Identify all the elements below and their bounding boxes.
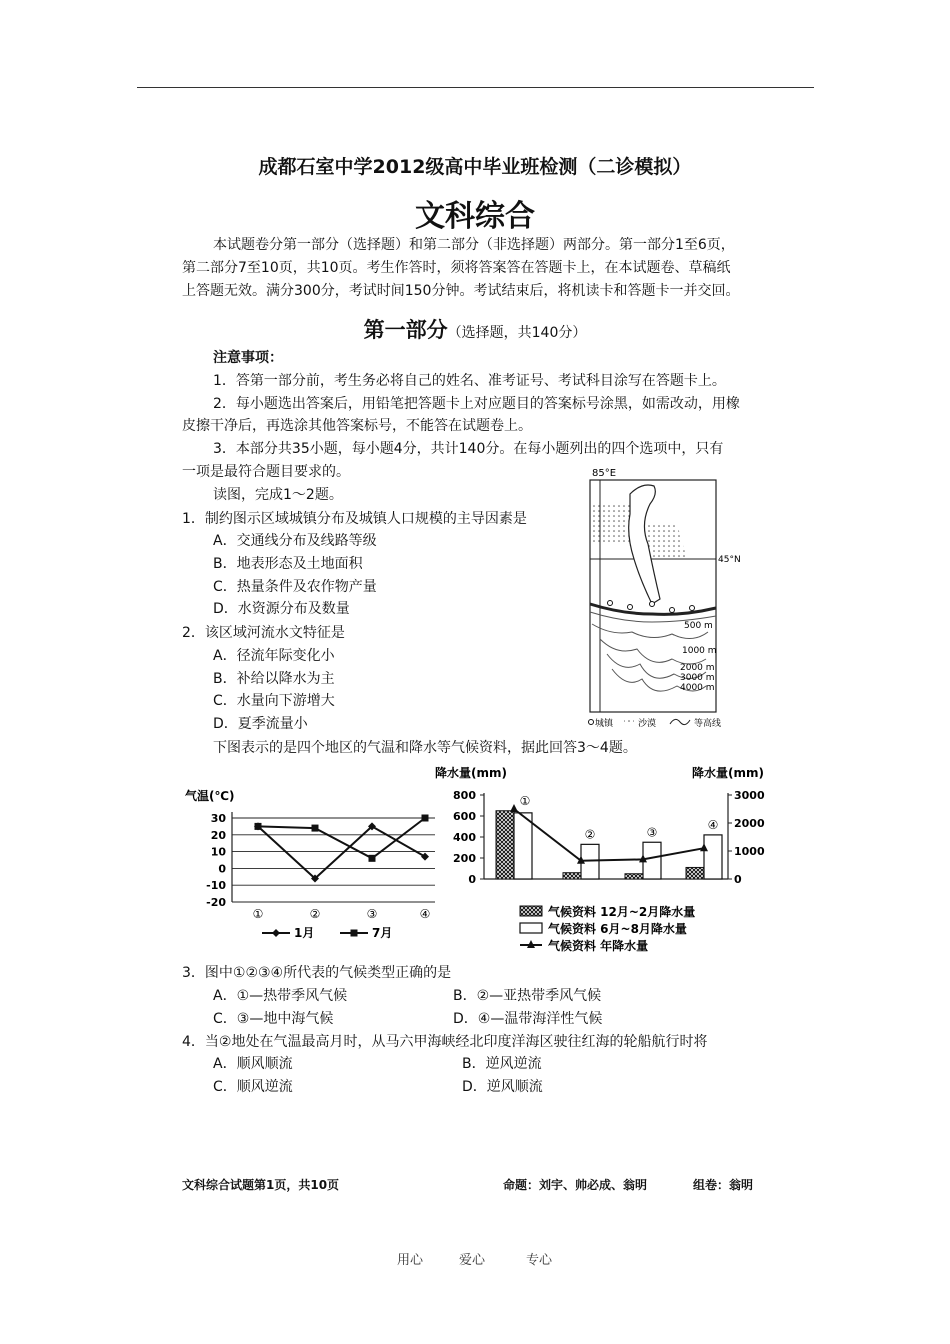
winter-precip-bar: [686, 867, 704, 879]
footer-page-info: 文科综合试题第1页，共10页: [182, 1178, 340, 1192]
precip-right-tick: 3000: [734, 789, 765, 802]
map-lat-label: 45°N: [718, 555, 741, 565]
school-title: 成都石室中学2012级高中毕业班检测（二诊模拟）: [258, 156, 692, 178]
jul-point: [369, 855, 376, 862]
contour-label-4000: 4000 m: [680, 683, 715, 693]
jul-point: [312, 825, 319, 832]
q1-option-b: B．地表形态及土地面积: [213, 556, 363, 572]
precip-right-tick: 0: [734, 873, 742, 886]
precip-right-tick: 1000: [734, 845, 765, 858]
notice-line-5: 一项是最符合题目要求的。: [182, 464, 350, 480]
q1-option-c: C．热量条件及农作物产量: [213, 579, 377, 595]
section-heading: [0, 314, 950, 344]
precip-left-tick: 800: [453, 789, 476, 802]
q2-option-a: A．径流年际变化小: [213, 648, 335, 664]
precip-left-tick: 400: [453, 831, 476, 844]
precip-right-axis-label: 降水量(mm): [692, 766, 764, 780]
motto-2: 爱心: [459, 1253, 486, 1268]
legend-winter-label: 气候资料 12月~2月降水量: [548, 905, 696, 919]
q2-option-d: D．夏季流量小: [213, 716, 308, 732]
annual-precip-line: [514, 809, 704, 861]
jul-point: [422, 815, 429, 822]
motto-1: 用心: [397, 1253, 424, 1268]
jan-point: [421, 853, 429, 861]
winter-precip-bar: [496, 811, 514, 879]
legend-summer-label: 气候资料 6月~8月降水量: [548, 922, 687, 936]
legend-contour-icon: [670, 719, 690, 724]
intro-line-2: 第二部分7至10页，共10页。考生作答时，须将答案答在答题卡上，在本试题卷、草稿纸: [182, 260, 731, 276]
temp-axis-label: 气温(℃): [185, 789, 235, 803]
q4-stem: 4．当②地处在气温最高月时，从马六甲海峡经北印度洋海区驶往红海的轮船航行时将: [182, 1034, 708, 1050]
q1-option-d: D．水资源分布及数量: [213, 601, 350, 617]
climate-intro: 下图表示的是四个地区的气温和降水等气候资料，据此回答3～4题。: [213, 740, 637, 756]
read-map-instruction: 读图，完成1～2题。: [213, 487, 343, 503]
legend-jul-marker: [351, 930, 358, 937]
notice-line-2: 2．每小题选出答案后，用铅笔把答题卡上对应题目的答案标号涂黑，如需改动，用橡: [213, 396, 740, 412]
contour-label-3000: 3000 m: [680, 673, 715, 683]
legend-jul-label: 7月: [372, 926, 393, 940]
precip-right-tick: 2000: [734, 817, 765, 830]
temp-tick-label: -20: [206, 896, 226, 909]
precip-left-tick: 600: [453, 810, 476, 823]
precip-category-label: ③: [646, 825, 658, 840]
temp-tick-label: 0: [218, 862, 226, 876]
notice-line-4: 3．本部分共35小题，每小题4分，共计140分。在每小题列出的四个选项中，只有: [213, 441, 724, 457]
legend-jan-marker: [272, 929, 280, 937]
precip-category-label: ②: [584, 827, 596, 842]
legend-winter-swatch: [520, 906, 542, 916]
q2-option-b: B．补给以降水为主: [213, 671, 335, 687]
footer-compiler: 组卷：翁明: [693, 1178, 754, 1192]
town-marker: [670, 608, 675, 613]
region-map: [582, 464, 762, 734]
q4-option-b: B．逆风逆流: [462, 1056, 542, 1072]
q3-option-c: C．③—地中海气候: [213, 1011, 334, 1027]
temp-category-label: ②: [309, 907, 321, 921]
q3-option-d: D．④—温带海洋性气候: [453, 1011, 603, 1027]
town-marker: [628, 605, 633, 610]
town-marker: [608, 601, 613, 606]
notice-line-3: 皮擦干净后，再选涂其他答案标号，不能答在试题卷上。: [182, 418, 532, 434]
legend-desert-icon: [624, 717, 634, 725]
temp-tick-label: 20: [210, 828, 226, 842]
climate-charts: [180, 760, 780, 960]
contour-label-1000: 1000 m: [682, 646, 717, 656]
intro-line-3: 上答题无效。满分300分，考试时间150分钟。考试结束后，将机读卡和答题卡一并交回。: [182, 283, 740, 299]
temp-tick-label: -10: [206, 879, 226, 893]
q4-option-c: C．顺风逆流: [213, 1079, 293, 1095]
precip-left-axis-label: 降水量(mm): [435, 766, 507, 780]
series-jul-line: [258, 818, 425, 858]
top-rule: [137, 87, 814, 88]
legend-summer-swatch: [520, 923, 542, 933]
q4-option-a: A．顺风顺流: [213, 1056, 293, 1072]
legend-annual-label: 气候资料 年降水量: [548, 939, 649, 953]
q4-option-d: D．逆风顺流: [462, 1079, 543, 1095]
section-title: 第一部分: [363, 318, 448, 342]
map-lon-label: 85°E: [592, 468, 617, 479]
q2-option-c: C．水量向下游增大: [213, 693, 335, 709]
temp-category-label: ③: [366, 907, 378, 921]
q2-stem: 2．该区域河流水文特征是: [182, 625, 345, 641]
summer-precip-bar: [704, 835, 722, 879]
intro-line-1: 本试题卷分第一部分（选择题）和第二部分（非选择题）两部分。第一部分1至6页，: [213, 237, 735, 253]
contour-label-500: 500 m: [684, 621, 713, 631]
legend-town-icon: [589, 720, 594, 725]
temp-category-label: ①: [252, 907, 264, 921]
jul-point: [255, 823, 262, 830]
winter-precip-bar: [563, 873, 581, 879]
q3-option-a: A．①—热带季风气候: [213, 988, 348, 1004]
town-marker: [650, 602, 655, 607]
precip-left-tick: 200: [453, 852, 476, 865]
notice-line-1: 1．答第一部分前，考生务必将自己的姓名、准考证号、考试科目涂写在答题卡上。: [213, 373, 726, 389]
footer-authors: 命题：刘宇、帅必成、翁明: [503, 1178, 648, 1192]
q1-stem: 1．制约图示区域城镇分布及城镇人口规模的主导因素是: [182, 511, 527, 527]
q3-option-b: B．②—亚热带季风气候: [453, 988, 602, 1004]
annual-precip-point: [510, 804, 518, 812]
q1-option-a: A．交通线分布及线路等级: [213, 533, 377, 549]
precip-category-label: ④: [707, 817, 719, 832]
subject-title: 文科综合: [415, 199, 535, 234]
legend-desert: 沙漠: [638, 719, 657, 729]
temp-category-label: ④: [419, 907, 431, 921]
precip-left-tick: 0: [468, 873, 476, 886]
temp-tick-label: 30: [210, 812, 226, 825]
town-marker: [690, 606, 695, 611]
series-jan-line: [258, 826, 425, 878]
legend-contour: 等高线: [694, 719, 722, 729]
notice-heading: 注意事项：: [213, 350, 283, 366]
precip-category-label: ①: [519, 793, 531, 808]
summer-precip-bar: [514, 813, 532, 879]
legend-town: 城镇: [595, 719, 614, 729]
section-note: （选择题，共140分）: [447, 325, 587, 341]
contour-label-2000: 2000 m: [680, 663, 715, 673]
motto-3: 专心: [526, 1253, 553, 1268]
winter-precip-bar: [625, 874, 643, 879]
q3-stem: 3．图中①②③④所代表的气候类型正确的是: [182, 965, 452, 981]
legend-jan-label: 1月: [294, 926, 315, 940]
temp-tick-label: 10: [210, 845, 226, 859]
